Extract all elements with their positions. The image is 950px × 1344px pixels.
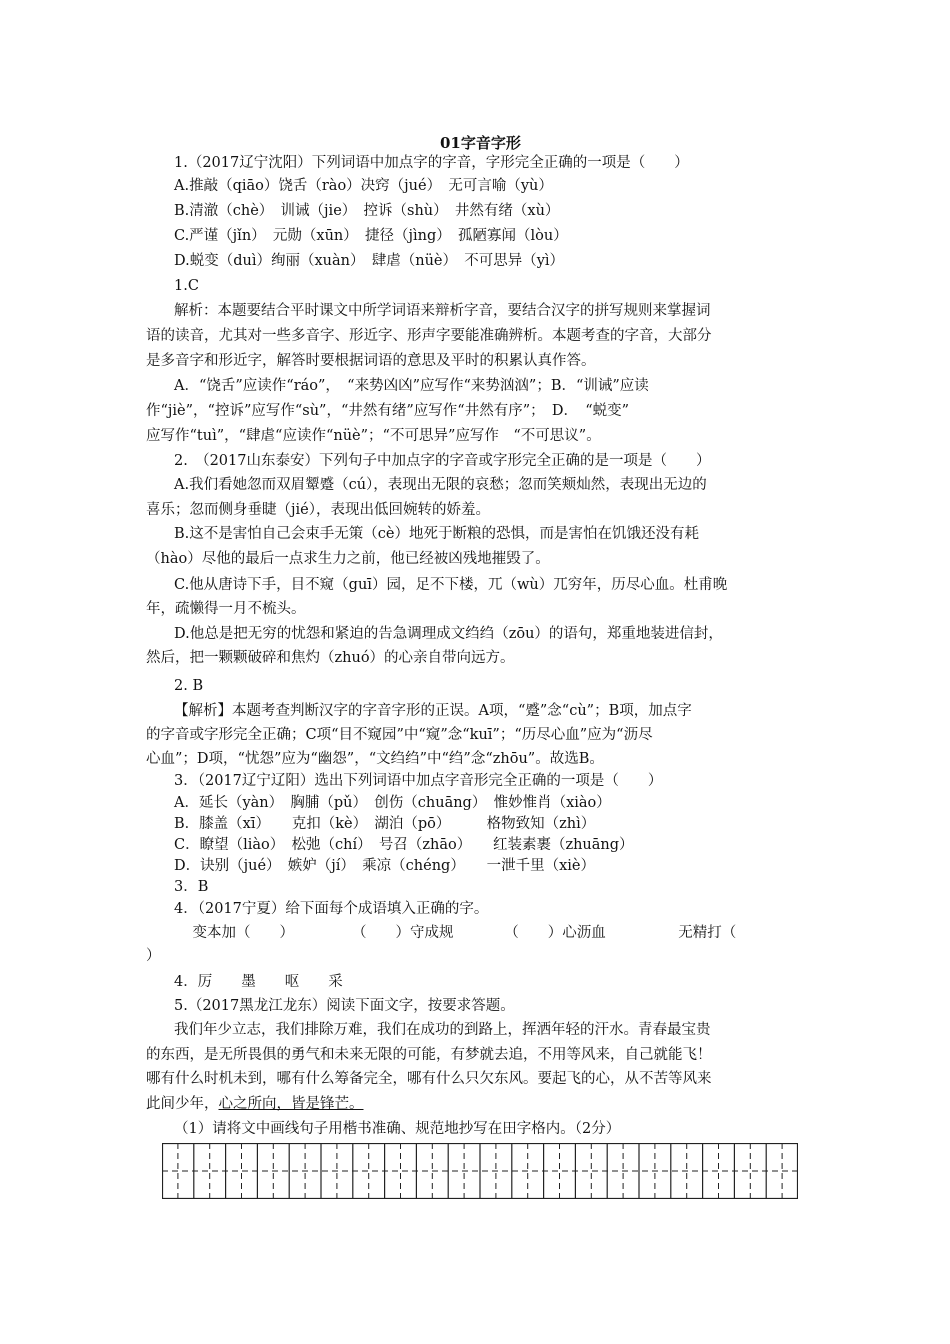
q1-analysis: 解析：本题要结合平时课文中所学词语来辩析字音，要结合汉字的拼写规则来掌握词: [174, 303, 711, 319]
q3-stem: 3．（2017辽宁辽阳）选出下列词语中加点字音形完全正确的一项是（ ）: [174, 773, 663, 789]
q3-option-a: A．延长（yàn） 胸脯（pǔ） 创伤（chuāng） 惟妙惟肖（xiào）: [174, 795, 611, 811]
q1-option-a: A.推敲（qiāo）饶舌（rào）决窍（jué） 无可言喻（yù）: [174, 178, 553, 194]
q4-blanks: 变本加（ ） （ ）守成规 （ ）心沥血 无精打（: [178, 925, 737, 941]
q1-analysis: 语的读音，尤其对一些多音字、形近字、形声字要能准确辨析。本题考查的字音，大部分: [146, 328, 712, 344]
q5-passage-text: 此间少年，: [146, 1096, 219, 1112]
q4-answer: 4．厉 墨 呕 采: [174, 974, 343, 990]
q5-stem: 5.（2017黑龙江龙东）阅读下面文字，按要求答题。: [174, 998, 515, 1014]
q1-option-b: B.清澈（chè） 训诫（jie） 控诉（shù） 井然有绪（xù）: [174, 203, 560, 219]
q1-option-d: D.蜕变（duì）绚丽（xuàn） 肆虐（nüè） 不可思异（yì）: [174, 253, 565, 269]
underlined-sentence: 心之所向，皆是锋芒。: [218, 1096, 364, 1112]
q2-option-a: A.我们看她忽而双眉颦蹙（cú），表现出无限的哀愁；忽而笑颊灿然，表现出无边的: [174, 477, 707, 493]
q2-answer: 2. B: [174, 678, 204, 694]
q4-stem: 4．（2017宁夏）给下面每个成语填入正确的字。: [174, 901, 489, 917]
q1-analysis: A．“饶舌”应读作“ráo”， “来势凶凶”应写作“来势汹汹”；B．“训诫”应读: [174, 378, 649, 394]
q3-option-c: C．瞭望（liào） 松弛（chí） 号召（zhāo） 红装素裹（zhuāng）: [174, 837, 634, 853]
tianzige-grid-svg: [162, 1143, 798, 1199]
q5-passage: [146, 1094, 364, 1114]
q2-option-d: 然后，把一颗颗破碎和焦灼（zhuó）的心亲自带向远方。: [146, 650, 515, 666]
q1-option-c: C.严谨（jǐn） 元勋（xūn） 捷径（jìng） 孤陋寡闻（lòu）: [174, 228, 568, 244]
page-title: 01字音字形: [440, 134, 521, 152]
q1-stem: 1.（2017辽宁沈阳）下列词语中加点字的字音，字形完全正确的一项是（ ）: [174, 155, 689, 171]
q2-stem: 2. （2017山东泰安）下列句子中加点字的字音或字形完全正确的是一项是（ ）: [174, 453, 711, 469]
q4-blanks: ）: [146, 948, 161, 964]
q2-option-c: C.他从唐诗下手，目不窥（guī）园，足不下楼，兀（wù）兀穷年，历尽心血。杜甫晚: [174, 577, 728, 593]
tianzige-writing-grid[interactable]: [162, 1143, 798, 1199]
q5-passage: 哪有什么时机未到，哪有什么筹备完全，哪有什么只欠东风。要起飞的心，从不苦等风来: [146, 1071, 712, 1087]
q2-option-c: 年，疏懒得一月不梳头。: [146, 601, 306, 617]
q3-answer: 3．B: [174, 879, 209, 895]
q5-task-1: （1）请将文中画线句子用楷书准确、规范地抄写在田字格内。（2分）: [174, 1121, 621, 1137]
q3-option-d: D．诀别（jué） 嫉妒（jí） 乘凉（chéng） 一泄千里（xiè）: [174, 858, 595, 874]
q2-analysis: 的字音或字形完全正确；C项“目不窥园”中“窥”念“kuī”；“历尽心血”应为“沥尽: [146, 727, 653, 743]
q1-analysis: 应写作“tuì”，“肆虐“应读作“nüè”；“不可思异”应写作 “不可思议”。: [146, 428, 601, 444]
q5-passage: 的东西，是无所畏俱的勇气和未来无限的可能，有梦就去追，不用等风来，自己就能飞！: [146, 1047, 712, 1063]
q5-passage: 我们年少立志，我们排除万难，我们在成功的到路上，挥洒年轻的汗水。青春最宝贵: [174, 1022, 711, 1038]
q2-option-b: B.这不是害怕自己会束手无策（cè）地死于断粮的恐惧，而是害怕在饥饿还没有耗: [174, 526, 699, 542]
q2-option-a: 喜乐；忽而侧身垂睫（jié），表现出低回婉转的娇羞。: [146, 502, 490, 518]
q1-analysis: 作“jiè”，“控诉”应写作“sù”，“井然有绪”应写作“井然有序”； D． “蜕变”: [146, 403, 630, 419]
q3-option-b: B．膝盖（xī） 克扣（kè） 湖泊（pō） 格物致知（zhì）: [174, 816, 596, 832]
q2-option-b: （hào）尽他的最后一点求生力之前，他已经被凶残地摧毁了。: [146, 551, 550, 567]
q2-analysis: 心血”；D项，“忧怨”应为“幽怨”，“文绉绉”中“绉”念“zhōu”。故选B。: [146, 751, 604, 767]
q2-analysis: 【解析】本题考查判断汉字的字音字形的正误。A项，“蹙”念“cù”；B项，加点字: [174, 703, 692, 719]
q1-answer: 1.C: [174, 278, 199, 294]
q2-option-d: D.他总是把无穷的忧怨和紧迫的告急调理成文绉绉（zōu）的语句，郑重地装进信封，: [174, 626, 723, 642]
q1-analysis: 是多音字和形近字，解答时要根据词语的意思及平时的积累认真作答。: [146, 353, 596, 369]
